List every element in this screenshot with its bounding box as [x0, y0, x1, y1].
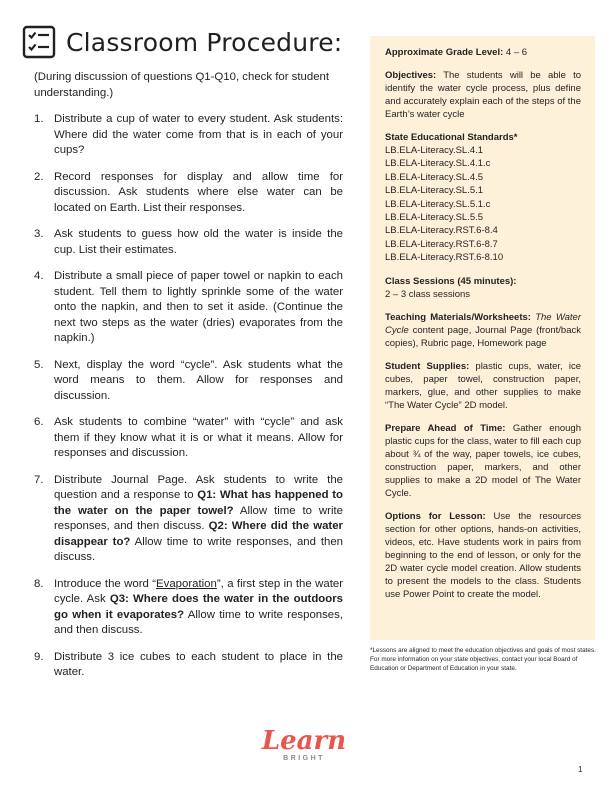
step-text: Distribute 3 ice cubes to each student to place in the water. — [54, 650, 343, 678]
step-8 — [34, 577, 343, 639]
step-number: 6. — [34, 416, 44, 428]
question-q3: Q3: Where does the water in the outdoors go when it evaporates? — [54, 593, 343, 621]
student-supplies — [385, 360, 581, 412]
step-text-part: Allow time to write responses, and then discuss. — [54, 608, 343, 636]
step-text-part: Introduce the word “ — [54, 577, 157, 590]
step-1 — [34, 112, 343, 159]
step-text — [54, 577, 343, 639]
learn-bright-logo — [254, 727, 354, 762]
step-number: 9. — [34, 650, 44, 663]
standard-item: LB.ELA-Literacy.SL.4.1.c — [385, 158, 491, 170]
standard-item: LB.ELA-Literacy.RST.6-8.4 — [385, 225, 498, 237]
section-label: Class Sessions (45 minutes): — [385, 275, 517, 287]
term-evaporation: Evaporation — [156, 577, 217, 590]
question-q1: Q1: What has happened to the water on the paper towel? — [54, 489, 343, 517]
state-standards — [385, 131, 581, 265]
step-number: 4. — [34, 270, 44, 282]
prepare-ahead — [385, 422, 581, 500]
teaching-materials — [385, 311, 581, 350]
logo-subtitle: BRIGHT — [283, 755, 325, 762]
step-text: Record responses for display and allow time for discussion. Ask students where else water can be located on Earth. List their responses. — [54, 170, 343, 214]
step-5 — [34, 358, 343, 405]
section-label: Approximate Grade Level: — [385, 47, 504, 58]
page-header — [22, 22, 342, 62]
section-value: The students will be able to identify the water cycle process, plus define and accurately explain each of the steps of the Earth’s water cycle — [385, 70, 581, 120]
step-number: 7. — [34, 473, 44, 486]
class-sessions — [385, 275, 581, 301]
logo-wordmark: Learn — [261, 726, 347, 756]
step-2 — [34, 170, 343, 217]
step-6 — [34, 415, 343, 462]
standard-item: LB.ELA-Literacy.RST.6-8.10 — [385, 252, 504, 264]
step-3 — [34, 227, 343, 258]
standard-item: LB.ELA-Literacy.RST.6-8.7 — [385, 238, 498, 250]
step-text: Distribute a cup of water to every student. Ask students: Where did the water come from that is in each of your cups? — [54, 113, 343, 156]
procedure-content — [34, 70, 343, 692]
step-9 — [34, 650, 343, 681]
step-number: 8. — [34, 577, 44, 590]
standards-footnote: *Lessons are aligned to meet the education objectives and goals of most states. For more information on your state objectives, contact your local Board of Education or Department of Education in your state. — [370, 647, 596, 673]
lesson-info-sidebar — [370, 36, 595, 640]
standard-item: LB.ELA-Literacy.SL.5.1.c — [385, 198, 491, 210]
section-label: Prepare Ahead of Time: — [385, 422, 506, 434]
step-number: 3. — [34, 228, 44, 240]
standards-list — [385, 144, 581, 265]
step-number: 5. — [34, 358, 44, 371]
section-value: plastic cups, water, ice cubes, paper towel, construction paper, markers, glue, and other supplies to make “The Water Cycle” 2D model. — [385, 360, 581, 411]
material-title: The Water Cycle — [385, 311, 581, 336]
step-text: Ask students to combine “water” with “cycle” and ask them if they know what it is or what it means. Allow for responses and discussion. — [54, 416, 343, 459]
step-number: 2. — [34, 170, 44, 183]
procedure-steps — [34, 112, 343, 681]
lesson-options — [385, 510, 581, 601]
page-number: 1 — [578, 765, 583, 774]
step-text: Ask students to guess how old the water is inside the cup. List their estimates. — [54, 228, 343, 256]
section-label: State Educational Standards* — [385, 132, 518, 143]
question-q2: Q2: Where did the water disappear to? — [54, 520, 343, 548]
section-value: content page, Journal Page (front/back copies), Rubric page, Homework page — [385, 324, 581, 349]
step-text-part: Allow time to write responses, and then discuss. — [54, 504, 343, 532]
standard-item: LB.ELA-Literacy.SL.5.5 — [385, 212, 484, 224]
standard-item: LB.ELA-Literacy.SL.4.1 — [385, 145, 484, 156]
section-value: 4 – 6 — [503, 47, 528, 58]
step-7 — [34, 473, 343, 566]
page-title: Classroom Procedure: — [66, 27, 343, 57]
step-text: Next, display the word “cycle”. Ask students what the word means to them. Allow for responses and discussion. — [54, 358, 343, 402]
section-value: Use the resources section for other options, hands-on activities, videos, etc. Have students work in pairs from beginning to the end of lesson, or only for the 2D water cycle model creation. Allow students to present the models to the class. Students use Power Point to create the model. — [385, 510, 581, 600]
step-number: 1. — [34, 113, 44, 125]
step-text-part: Distribute Journal Page. Ask students to write the question and a response to — [54, 473, 343, 501]
section-label: Student Supplies: — [385, 360, 470, 372]
intro-text: (During discussion of questions Q1-Q10, check for student understanding.) — [34, 71, 330, 99]
checklist-icon — [22, 25, 56, 59]
standard-item: LB.ELA-Literacy.SL.4.5 — [385, 171, 484, 183]
grade-level — [385, 46, 581, 59]
section-value: 2 – 3 class sessions — [385, 288, 471, 300]
step-4 — [34, 269, 343, 347]
standard-item: LB.ELA-Literacy.SL.5.1 — [385, 185, 484, 197]
section-value: Gather enough plastic cups for the class, water to fill each cup about ¾ of the way, paper towels, ice cubes, construction paper, markers, and other supplies to make a 2D model of The Water Cycle. — [385, 422, 581, 499]
step-text-part: ”, a first step in the water cycle. Ask — [54, 577, 343, 605]
step-text: Distribute a small piece of paper towel or napkin to each student. Tell them to lightly sprinkle some of the water onto the napkin, and then to set it aside. (Continue the next two steps as the water (dries) evaporates from the napkin.) — [54, 270, 343, 344]
step-text-part: Allow time to write responses, and then discuss. — [54, 535, 343, 563]
section-label: Objectives: — [385, 70, 437, 81]
section-label: Options for Lesson: — [385, 510, 486, 522]
step-text — [54, 473, 343, 566]
objectives — [385, 69, 581, 121]
section-label: Teaching Materials/Worksheets: — [385, 311, 531, 323]
